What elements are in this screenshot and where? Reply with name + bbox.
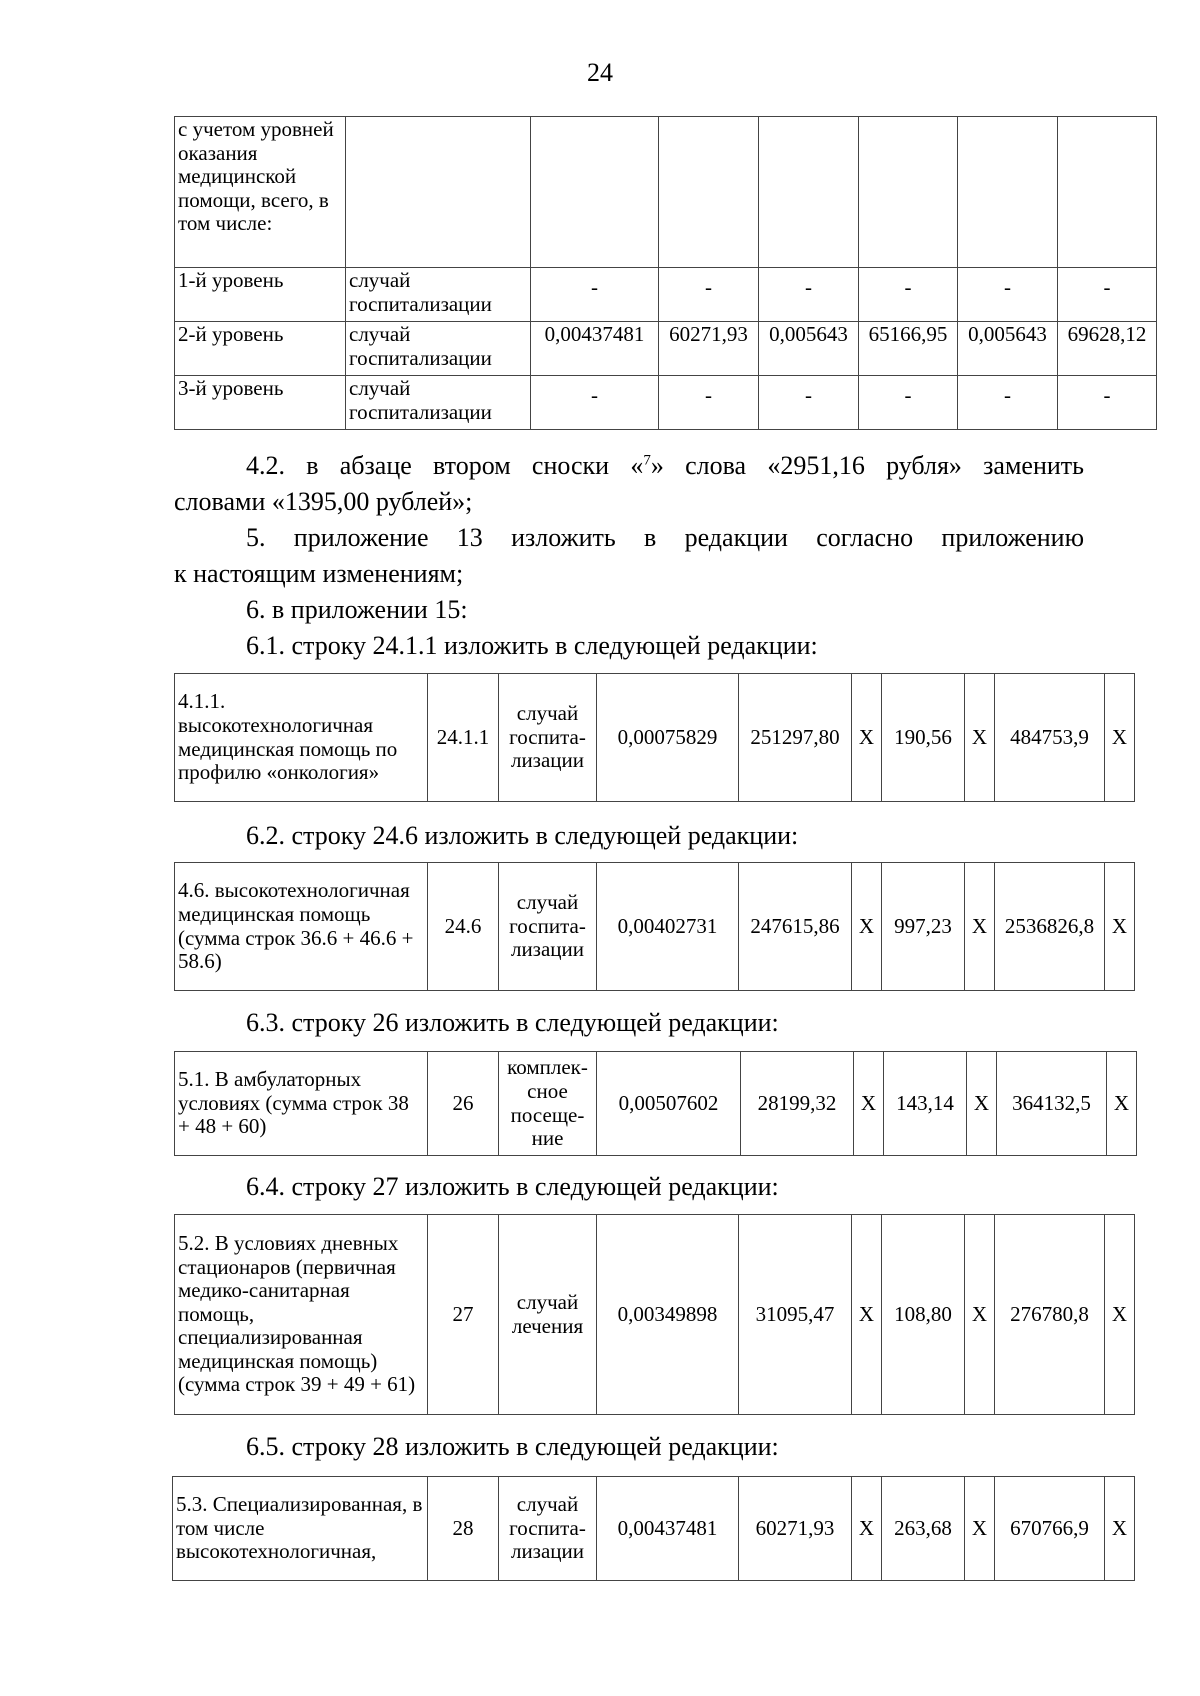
table-6-4: [174, 1214, 1135, 1415]
value-cell: 108,80: [882, 1215, 965, 1415]
value-cell: [958, 117, 1058, 268]
paragraph-6-4: 6.4. строку 27 изложить в следующей редакции:: [246, 1172, 779, 1201]
value-cell: 0,00437481: [597, 1477, 739, 1581]
value-cell: [531, 117, 659, 268]
value-cell: 484753,9: [995, 674, 1105, 802]
table-row: [175, 1052, 1137, 1156]
x-cell: Х: [852, 1477, 882, 1581]
unit-cell: случай госпитализации: [346, 268, 531, 322]
row-number: 28: [428, 1477, 499, 1581]
value-cell: [859, 117, 958, 268]
page-number: 24: [587, 58, 613, 87]
x-cell: Х: [965, 863, 995, 991]
row-label: 5.3. Специализированная, в том числе высокотехнологичная,: [173, 1477, 428, 1581]
value-cell: -: [1058, 376, 1157, 430]
row-number: 24.6: [428, 863, 499, 991]
value-cell: -: [659, 268, 759, 322]
value-cell: 190,56: [882, 674, 965, 802]
x-cell: Х: [967, 1052, 997, 1156]
row-number: 26: [428, 1052, 499, 1156]
x-cell: Х: [854, 1052, 884, 1156]
value-cell: -: [958, 268, 1058, 322]
value-cell: [1058, 117, 1157, 268]
row-label: 5.2. В условиях дневных стационаров (первичная медико-санитарная помощь, специализированная медицинская помощь) (сумма строк 39 + 49 + 61): [175, 1215, 428, 1415]
value-cell: -: [531, 376, 659, 430]
value-cell: 0,00075829: [597, 674, 739, 802]
paragraph-6-3: 6.3. строку 26 изложить в следующей редакции:: [246, 1008, 779, 1037]
value-cell: -: [759, 376, 859, 430]
unit-cell: комплек-сное посеще-ние: [499, 1052, 597, 1156]
paragraph-6: 6. в приложении 15:: [246, 595, 468, 624]
value-cell: 0,00437481: [531, 322, 659, 376]
value-cell: -: [859, 268, 958, 322]
value-cell: 670766,9: [995, 1477, 1105, 1581]
unit-cell: случай госпита-лизации: [499, 674, 597, 802]
table-row: [175, 674, 1135, 802]
row-number: 24.1.1: [428, 674, 499, 802]
x-cell: Х: [1107, 1052, 1137, 1156]
value-cell: 31095,47: [739, 1215, 852, 1415]
table-row: [175, 1215, 1135, 1415]
unit-cell: случай лечения: [499, 1215, 597, 1415]
value-cell: 0,005643: [759, 322, 859, 376]
paragraph-6-5: 6.5. строку 28 изложить в следующей редакции:: [246, 1432, 779, 1461]
paragraph-4-2-line2: словами «1395,00 рублей»;: [174, 487, 473, 516]
row-label: 4.6. высокотехнологичная медицинская помощь (сумма строк 36.6 + 46.6 + 58.6): [175, 863, 428, 991]
x-cell: Х: [1105, 1477, 1135, 1581]
paragraph-6-2: 6.2. строку 24.6 изложить в следующей редакции:: [246, 821, 799, 850]
value-cell: [759, 117, 859, 268]
unit-cell: случай госпитализации: [346, 322, 531, 376]
value-cell: -: [1058, 268, 1157, 322]
table-row: [175, 322, 1157, 376]
value-cell: 364132,5: [997, 1052, 1107, 1156]
paragraph-6-1: 6.1. строку 24.1.1 изложить в следующей редакции:: [246, 631, 818, 660]
row-number: 27: [428, 1215, 499, 1415]
table-6-2: [174, 862, 1135, 991]
unit-cell: случай госпитализации: [346, 376, 531, 430]
table-row: [175, 268, 1157, 322]
unit-cell: случай госпита-лизации: [499, 1477, 597, 1581]
value-cell: 251297,80: [739, 674, 852, 802]
value-cell: 276780,8: [995, 1215, 1105, 1415]
x-cell: Х: [1105, 863, 1135, 991]
value-cell: 2536826,8: [995, 863, 1105, 991]
value-cell: 263,68: [882, 1477, 965, 1581]
row-label: 4.1.1. высокотехнологичная медицинская помощь по профилю «онкология»: [175, 674, 428, 802]
value-cell: 0,00507602: [597, 1052, 741, 1156]
row-label: 2-й уровень: [175, 322, 346, 376]
value-cell: -: [759, 268, 859, 322]
row-label: 1-й уровень: [175, 268, 346, 322]
value-cell: 60271,93: [739, 1477, 852, 1581]
value-cell: -: [531, 268, 659, 322]
table-row: [175, 117, 1157, 268]
value-cell: -: [958, 376, 1058, 430]
row-label: с учетом уровней оказания медицинской помощи, всего, в том числе:: [175, 117, 346, 268]
table-6-3: [174, 1051, 1137, 1156]
table-6-5: [172, 1476, 1135, 1581]
value-cell: [659, 117, 759, 268]
x-cell: Х: [852, 674, 882, 802]
x-cell: Х: [852, 863, 882, 991]
value-cell: -: [859, 376, 958, 430]
value-cell: 247615,86: [739, 863, 852, 991]
paragraph-5-line2: к настоящим изменениям;: [174, 559, 464, 588]
value-cell: 0,005643: [958, 322, 1058, 376]
value-cell: 0,00349898: [597, 1215, 739, 1415]
unit-cell: случай госпита-лизации: [499, 863, 597, 991]
value-cell: 65166,95: [859, 322, 958, 376]
table-6-1: [174, 673, 1135, 802]
x-cell: Х: [852, 1215, 882, 1415]
value-cell: 143,14: [884, 1052, 967, 1156]
paragraph-4-2-line1: 4.2. в абзаце втором сноски «$^7$» слова «2951,16 рубля» заменить: [246, 451, 1084, 480]
value-cell: 997,23: [882, 863, 965, 991]
value-cell: 60271,93: [659, 322, 759, 376]
value-cell: 28199,32: [741, 1052, 854, 1156]
x-cell: Х: [965, 674, 995, 802]
row-label: 5.1. В амбулаторных условиях (сумма строк 38 + 48 + 60): [175, 1052, 428, 1156]
value-cell: 69628,12: [1058, 322, 1157, 376]
x-cell: Х: [1105, 674, 1135, 802]
x-cell: Х: [1105, 1215, 1135, 1415]
top-table: [174, 116, 1157, 430]
table-row: [173, 1477, 1135, 1581]
table-row: [175, 863, 1135, 991]
x-cell: Х: [965, 1215, 995, 1415]
unit-cell: [346, 117, 531, 268]
row-label: 3-й уровень: [175, 376, 346, 430]
x-cell: Х: [965, 1477, 995, 1581]
table-row: [175, 376, 1157, 430]
value-cell: -: [659, 376, 759, 430]
paragraph-5-line1: 5. приложение 13 изложить в редакции согласно приложению: [246, 523, 1084, 552]
value-cell: 0,00402731: [597, 863, 739, 991]
